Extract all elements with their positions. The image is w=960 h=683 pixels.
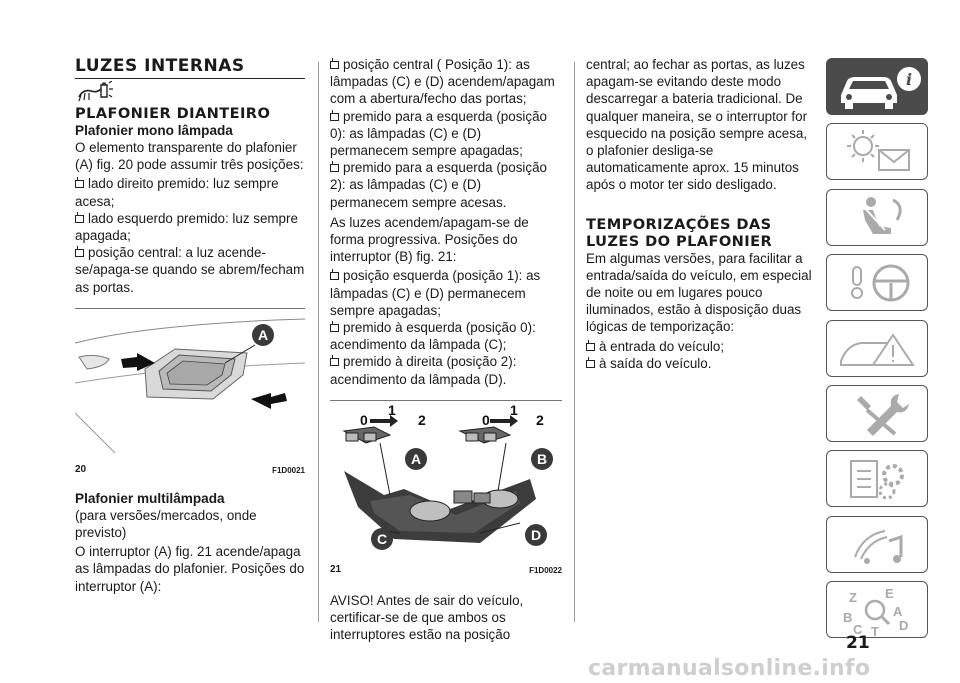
bullet-item: premido para a esquerda (posição 2): as lâmpadas (C) e (D) permanecem sempre acesas.	[330, 160, 547, 210]
bullet-item: premido à direita (posição 2): acendimento da lâmpada (D).	[330, 354, 517, 387]
svg-text:0: 0	[360, 411, 368, 428]
svg-text:A: A	[893, 604, 903, 620]
bullet-icon	[75, 249, 84, 257]
column-divider	[574, 62, 575, 622]
bullet-item: posição central ( Posição 1): as lâmpadas (C) e (D) acendem/apagam com a abertura/fecho das portas;	[330, 57, 555, 107]
heading-front-plafonier: PLAFONIER DIANTEIRO	[75, 105, 271, 122]
tab-maintenance[interactable]	[826, 450, 928, 507]
bullet-icon	[330, 113, 339, 121]
svg-text:B: B	[536, 450, 548, 467]
bullet-item: à saída do veículo.	[586, 355, 818, 372]
bullet-icon	[330, 358, 339, 366]
section-title: LUZES INTERNAS	[75, 56, 245, 76]
road-warning-icon	[827, 321, 929, 378]
svg-text:A: A	[410, 450, 422, 467]
subheading-mono: Plafonier mono lâmpada	[75, 123, 233, 138]
paragraph: O elemento transparente do plafonier (A) fig. 20 pode assumir três posições:	[75, 140, 304, 173]
tab-warning-lights[interactable]	[826, 123, 928, 180]
figure-code: F1D0021	[272, 465, 305, 475]
chapter-tabs	[826, 58, 928, 647]
bullet-item: posição esquerda (posição 1): as lâmpadas (C) e (D) permanecem sempre apagadas;	[330, 268, 541, 318]
paragraph: O interruptor (A) fig. 21 acende/apaga as lâmpadas do plafonier. Posições do interruptor (A):	[75, 544, 305, 594]
label-a-badge	[251, 323, 275, 347]
bullet-item: premido à esquerda (posição 0): acendimento da lâmpada (C);	[330, 320, 536, 353]
car-info-icon	[827, 59, 929, 116]
bullet-item: premido para a esquerda (posição 0): as lâmpadas (C) e (D) permanecem sempre apagadas;	[330, 108, 547, 159]
watermark: carmanualsonline.info	[588, 656, 871, 681]
column-1	[75, 0, 305, 597]
index-icon	[827, 582, 929, 639]
figure-number: 20	[75, 463, 87, 475]
bullet-icon	[330, 324, 339, 332]
svg-text:i: i	[905, 70, 913, 89]
svg-text:1: 1	[510, 402, 518, 418]
bullet-icon	[330, 61, 339, 69]
bullet-icon	[75, 215, 84, 223]
tab-multimedia[interactable]	[826, 516, 928, 573]
svg-text:E: E	[885, 586, 894, 602]
light-bulb-icon	[75, 79, 305, 105]
paragraph: central; ao fechar as portas, as luzes apagam-se evitando deste modo descarregar a bateria tradicional. De qualquer maneira, se o interruptor for esquecido na posição sempre acesa, o plafonier desliga-se automaticamente aprox. 15 minutos após o motor ter sido desligado.	[586, 57, 808, 193]
page-number: 21	[846, 633, 870, 653]
tab-airbag-seat[interactable]	[826, 189, 928, 246]
svg-text:D: D	[899, 618, 909, 634]
airbag-seat-icon	[827, 190, 929, 247]
tab-wrench[interactable]	[826, 385, 928, 442]
wrench-icon	[827, 386, 929, 443]
figure-number: 21	[330, 563, 342, 575]
svg-text:T: T	[871, 624, 879, 640]
svg-text:2: 2	[536, 411, 544, 428]
svg-text:C: C	[853, 622, 863, 638]
bullet-icon	[75, 180, 84, 188]
bullet-item: lado direito premido: luz sempre acesa;	[75, 176, 279, 209]
figure-21-badges	[330, 403, 562, 563]
svg-text:2: 2	[418, 411, 426, 428]
figure-20	[75, 308, 305, 480]
svg-text:1: 1	[388, 402, 396, 418]
column-3	[586, 0, 818, 372]
bullet-item: posição central: a luz acende-se/apaga-se quando se abrem/fecham as portas.	[75, 245, 305, 295]
bullet-item: lado esquerdo premido: luz sempre apagada;	[75, 210, 298, 244]
tab-road-warning[interactable]	[826, 320, 928, 377]
svg-text:A: A	[257, 326, 269, 343]
column-2	[330, 0, 562, 645]
svg-text:D: D	[530, 526, 542, 543]
warning-lights-icon	[827, 124, 929, 181]
bullet-icon	[586, 343, 595, 351]
paragraph: As luzes acendem/apagam-se de forma progressiva. Posições do interruptor (B) fig. 21:	[330, 214, 529, 265]
subheading-multi: Plafonier multilâmpada	[75, 490, 225, 506]
svg-text:B: B	[843, 610, 853, 626]
maintenance-gears-icon	[827, 451, 929, 508]
figure-21	[330, 400, 562, 578]
tab-steering[interactable]	[826, 254, 928, 311]
warning-paragraph: AVISO! Antes de sair do veículo, certificar-se de que ambos os interruptores estão na posição	[330, 592, 524, 643]
paragraph: Em algumas versões, para facilitar a entrada/saída do veículo, em especial de noite ou em lugares pouco iluminados, estão à disposição duas lógicas de temporização:	[586, 250, 812, 335]
tab-car-info[interactable]	[826, 58, 928, 115]
svg-text:0: 0	[482, 411, 490, 428]
svg-text:C: C	[376, 530, 388, 547]
tab-index[interactable]	[826, 581, 928, 638]
column-divider	[318, 62, 319, 622]
bullet-icon	[330, 272, 339, 280]
svg-text:Z: Z	[849, 590, 857, 606]
multimedia-icon	[827, 517, 929, 574]
steering-wheel-icon	[827, 255, 929, 312]
figure-code: F1D0022	[529, 565, 562, 575]
heading-timers: TEMPORIZAÇÕES DAS LUZES DO PLAFONIER	[586, 215, 773, 250]
bullet-icon	[586, 360, 595, 368]
bullet-icon	[330, 164, 339, 172]
paragraph: (para versões/mercados, onde previsto)	[75, 507, 257, 541]
bullet-item: à entrada do veículo;	[586, 338, 818, 355]
